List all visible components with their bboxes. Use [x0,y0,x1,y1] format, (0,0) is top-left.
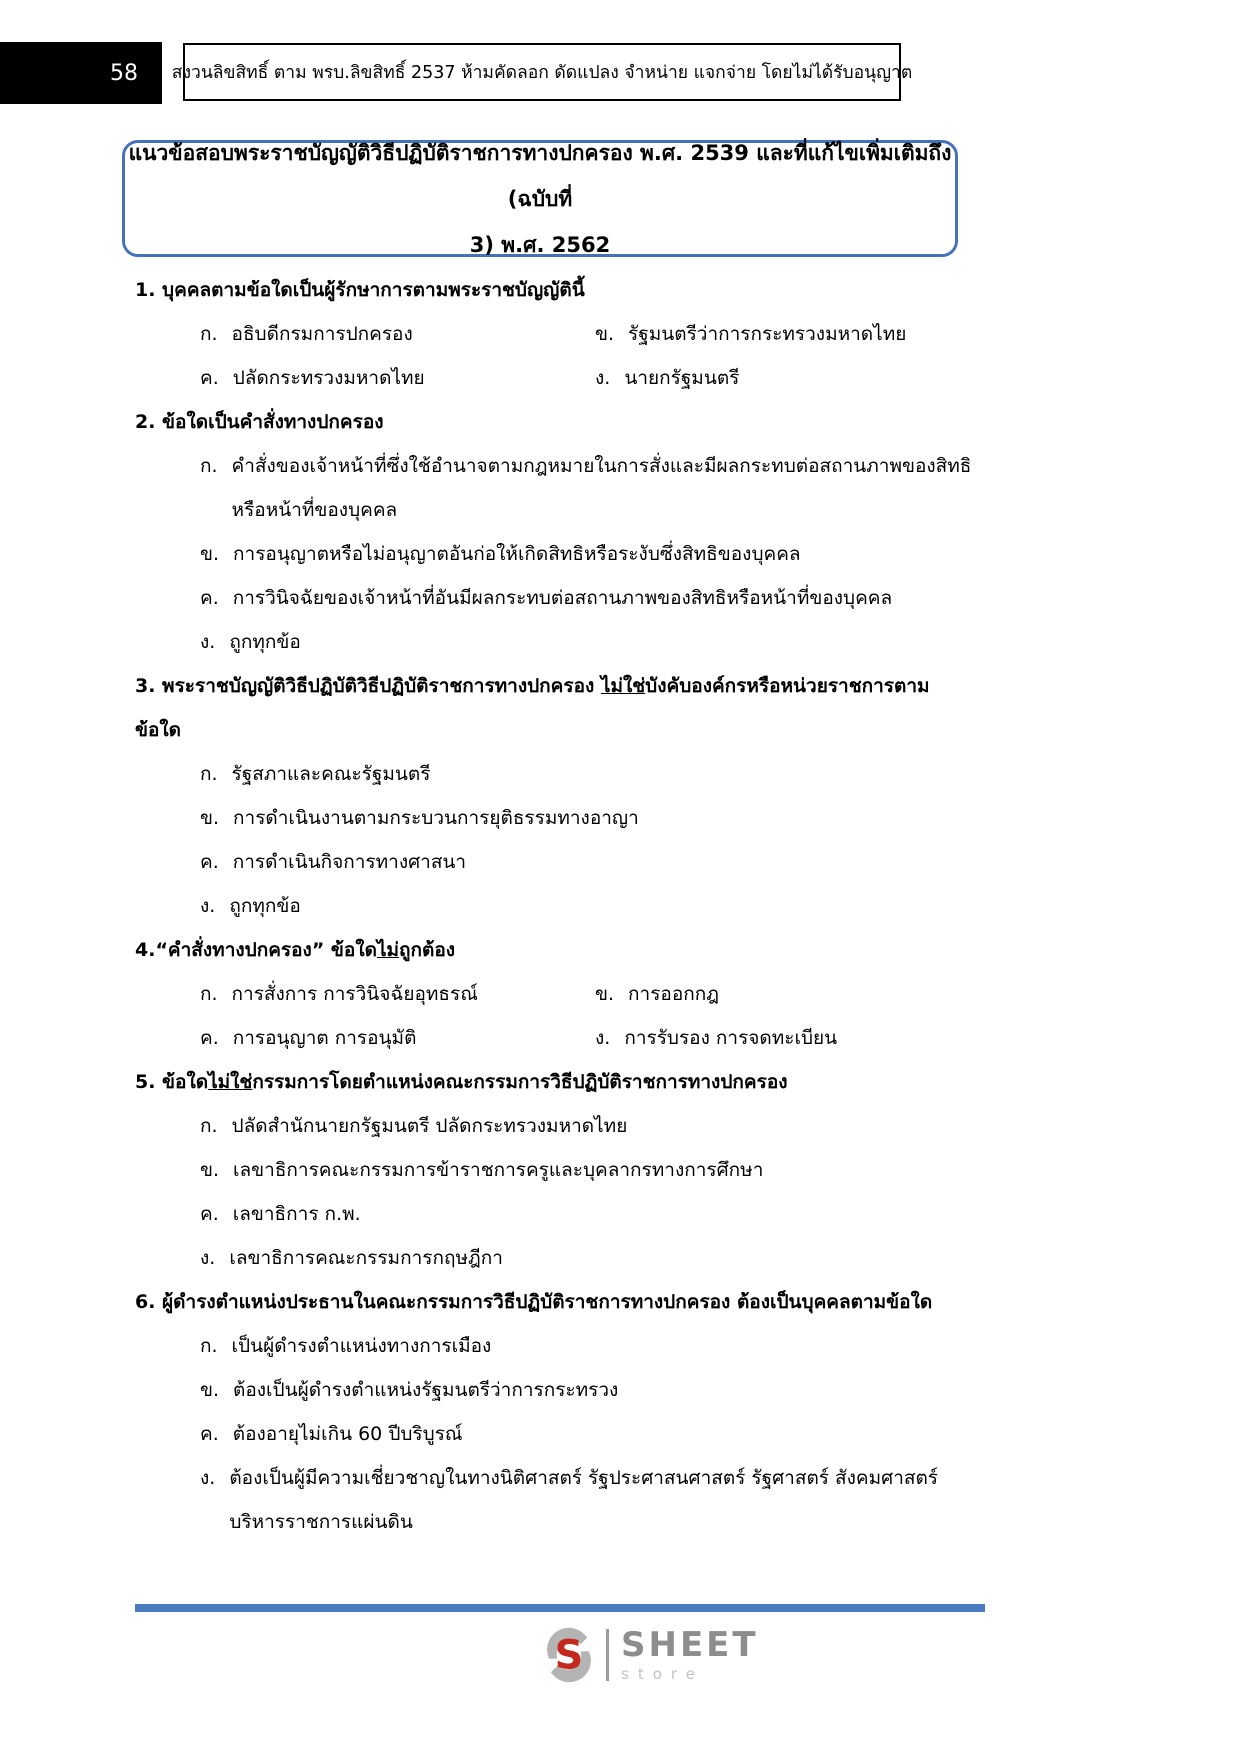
option-text: ปลัดสำนักนายกรัฐมนตรี ปลัดกระทรวงมหาดไทย [231,1115,628,1137]
question-3-option-b [200,796,987,840]
question-5-option-c [200,1192,987,1236]
question-6-option-c [200,1412,987,1456]
copyright-notice: สงวนลิขสิทธิ์ ตาม พรบ.ลิขสิทธิ์ 2537 ห้ามคัดลอก ดัดแปลง จำหน่าย แจกจ่าย โดยไม่ได้รับอนุญาต [171,63,913,83]
option-label: ข. [200,1379,220,1401]
option-label: ง. [200,895,216,917]
option-text: การดำเนินกิจการทางศาสนา [232,851,467,873]
question-5-options [135,1104,987,1280]
page-number-box [0,42,162,104]
option-text: การวินิจฉัยของเจ้าหน้าที่อันมีผลกระทบต่อสถานภาพของสิทธิหรือหน้าที่ของบุคคล [232,587,893,609]
sheet-s-icon [540,1626,598,1684]
question-3-heading-line2: ข้อใด [135,719,182,741]
option-text: ถูกทุกข้อ [229,631,301,653]
question-4 [135,928,987,1060]
question-3 [135,664,987,928]
option-text: เลขาธิการคณะกรรมการข้าราชการครูและบุคลากรทางการศึกษา [233,1159,764,1181]
option-text: เลขาธิการ ก.พ. [232,1203,361,1225]
question-6-option-d [200,1456,987,1544]
option-label: ค. [200,1203,219,1225]
option-text: ต้องเป็นผู้ดำรงตำแหน่งรัฐมนตรีว่าการกระทรวง [233,1379,619,1401]
option-label: ข. [595,323,615,345]
option-text: การรับรอง การจดทะเบียน [624,1027,838,1049]
question-6-heading: 6. ผู้ดำรงตำแหน่งประธานในคณะกรรมการวิธีปฏิบัติราชการทางปกครอง ต้องเป็นบุคคลตามข้อใด [135,1291,933,1313]
option-label: ข. [595,983,615,1005]
question-1-options [135,312,987,400]
logo-text [621,1627,759,1683]
option-label: ง. [595,367,611,389]
option-text: การดำเนินงานตามกระบวนการยุติธรรมทางอาญา [233,807,639,829]
question-4-option-b [595,972,987,1016]
option-text: ต้องอายุไม่เกิน 60 ปีบริบูรณ์ [232,1423,463,1445]
option-text: รัฐมนตรีว่าการกระทรวงมหาดไทย [628,323,907,345]
option-text: เป็นผู้ดำรงตำแหน่งทางการเมือง [231,1335,492,1357]
question-2 [135,400,987,664]
question-1 [135,268,987,400]
exam-title-line1: แนวข้อสอบพระราชบัญญัติวิธีปฏิบัติราชการทางปกครอง พ.ศ. 2539 และที่แก้ไขเพิ่มเติมถึง (ฉบับที่ [128,140,952,211]
question-6-option-a [200,1324,987,1368]
exam-title-line2: 3) พ.ศ. 2562 [469,232,611,257]
option-text: การอนุญาตหรือไม่อนุญาตอันก่อให้เกิดสิทธิหรือระงับซึ่งสิทธิของบุคคล [233,543,801,565]
option-label: ก. [200,983,218,1005]
option-label: ข. [200,1159,220,1181]
option-label: ง. [200,1247,216,1269]
option-text: เลขาธิการคณะกรรมการกฤษฎีกา [229,1247,503,1269]
option-text: การอนุญาต การอนุมัติ [232,1027,417,1049]
option-label: ง. [200,631,216,653]
question-3-option-d [200,884,987,928]
option-label: ข. [200,543,220,565]
question-2-heading: 2. ข้อใดเป็นคำสั่งทางปกครอง [135,411,384,433]
question-3-option-c [200,840,987,884]
option-text: อธิบดีกรมการปกครอง [231,323,413,345]
question-4-option-c [200,1016,595,1060]
option-label: ข. [200,807,220,829]
question-6-option-b [200,1368,987,1412]
option-text: ถูกทุกข้อ [229,895,301,917]
question-1-option-a [200,312,595,356]
svg-text:S: S [554,1632,584,1679]
option-label: ก. [200,323,218,345]
logo-brand-name: SHEET [621,1625,759,1665]
option-text: ปลัดกระทรวงมหาดไทย [232,367,425,389]
question-5 [135,1060,987,1280]
option-label: ค. [200,851,219,873]
question-4-option-d [595,1016,987,1060]
question-4-heading: 4.“คำสั่งทางปกครอง” ข้อใดไม่ถูกต้อง [135,939,456,961]
question-2-option-b [200,532,987,576]
question-2-option-c [200,576,987,620]
option-label: ค. [200,1423,219,1445]
option-label: ค. [200,367,219,389]
question-5-option-b [200,1148,987,1192]
question-1-option-d [595,356,987,400]
copyright-box [171,43,913,101]
logo-divider [606,1629,609,1681]
exam-title-box [122,140,958,257]
question-5-heading: 5. ข้อใดไม่ใช่กรรมการโดยตำแหน่งคณะกรรมการวิธีปฏิบัติราชการทางปกครอง [135,1071,788,1093]
option-label: ง. [200,1467,216,1489]
option-text: ต้องเป็นผู้มีความเชี่ยวชาญในทางนิติศาสตร์ รัฐประศาสนศาสตร์ รัฐศาสตร์ สังคมศาสตร์ บริหารราชการแผ่นดิน [229,1467,939,1533]
option-text: การออกกฎ [628,983,719,1005]
question-2-option-a [200,444,987,532]
page-number: 58 [110,60,138,86]
question-4-options [135,972,987,1060]
questions-area [135,268,987,1544]
footer-divider-line [135,1604,985,1612]
option-label: ง. [595,1027,611,1049]
logo-brand-subtitle: store [621,1665,704,1683]
option-label: ก. [200,1335,218,1357]
question-5-option-d [200,1236,987,1280]
option-label: ค. [200,587,219,609]
question-3-options [135,752,987,928]
question-2-options [135,444,987,664]
question-4-option-a [200,972,595,1016]
option-text: คำสั่งของเจ้าหน้าที่ซึ่งใช้อำนาจตามกฎหมายในการสั่งและมีผลกระทบต่อสถานภาพของสิทธิ หรือหน้าที่ของบุคคล [231,455,972,521]
option-text: นายกรัฐมนตรี [624,367,740,389]
option-label: ก. [200,1115,218,1137]
question-2-option-d [200,620,987,664]
sheet-store-logo [540,1626,759,1684]
question-6-options [135,1324,987,1544]
option-text: การสั่งการ การวินิจฉัยอุทธรณ์ [231,983,478,1005]
question-3-heading: 3. พระราชบัญญัติวิธีปฏิบัติวิธีปฏิบัติราชการทางปกครอง ไม่ใช่บังคับองค์กรหรือหน่วยราชการตาม [135,675,930,697]
question-6 [135,1280,987,1544]
option-label: ค. [200,1027,219,1049]
question-5-option-a [200,1104,987,1148]
option-text: รัฐสภาและคณะรัฐมนตรี [231,763,431,785]
option-label: ก. [200,455,218,477]
question-1-option-c [200,356,595,400]
question-1-heading: 1. บุคคลตามข้อใดเป็นผู้รักษาการตามพระราชบัญญัตินี้ [135,279,585,301]
question-1-option-b [595,312,987,356]
option-label: ก. [200,763,218,785]
question-3-option-a [200,752,987,796]
